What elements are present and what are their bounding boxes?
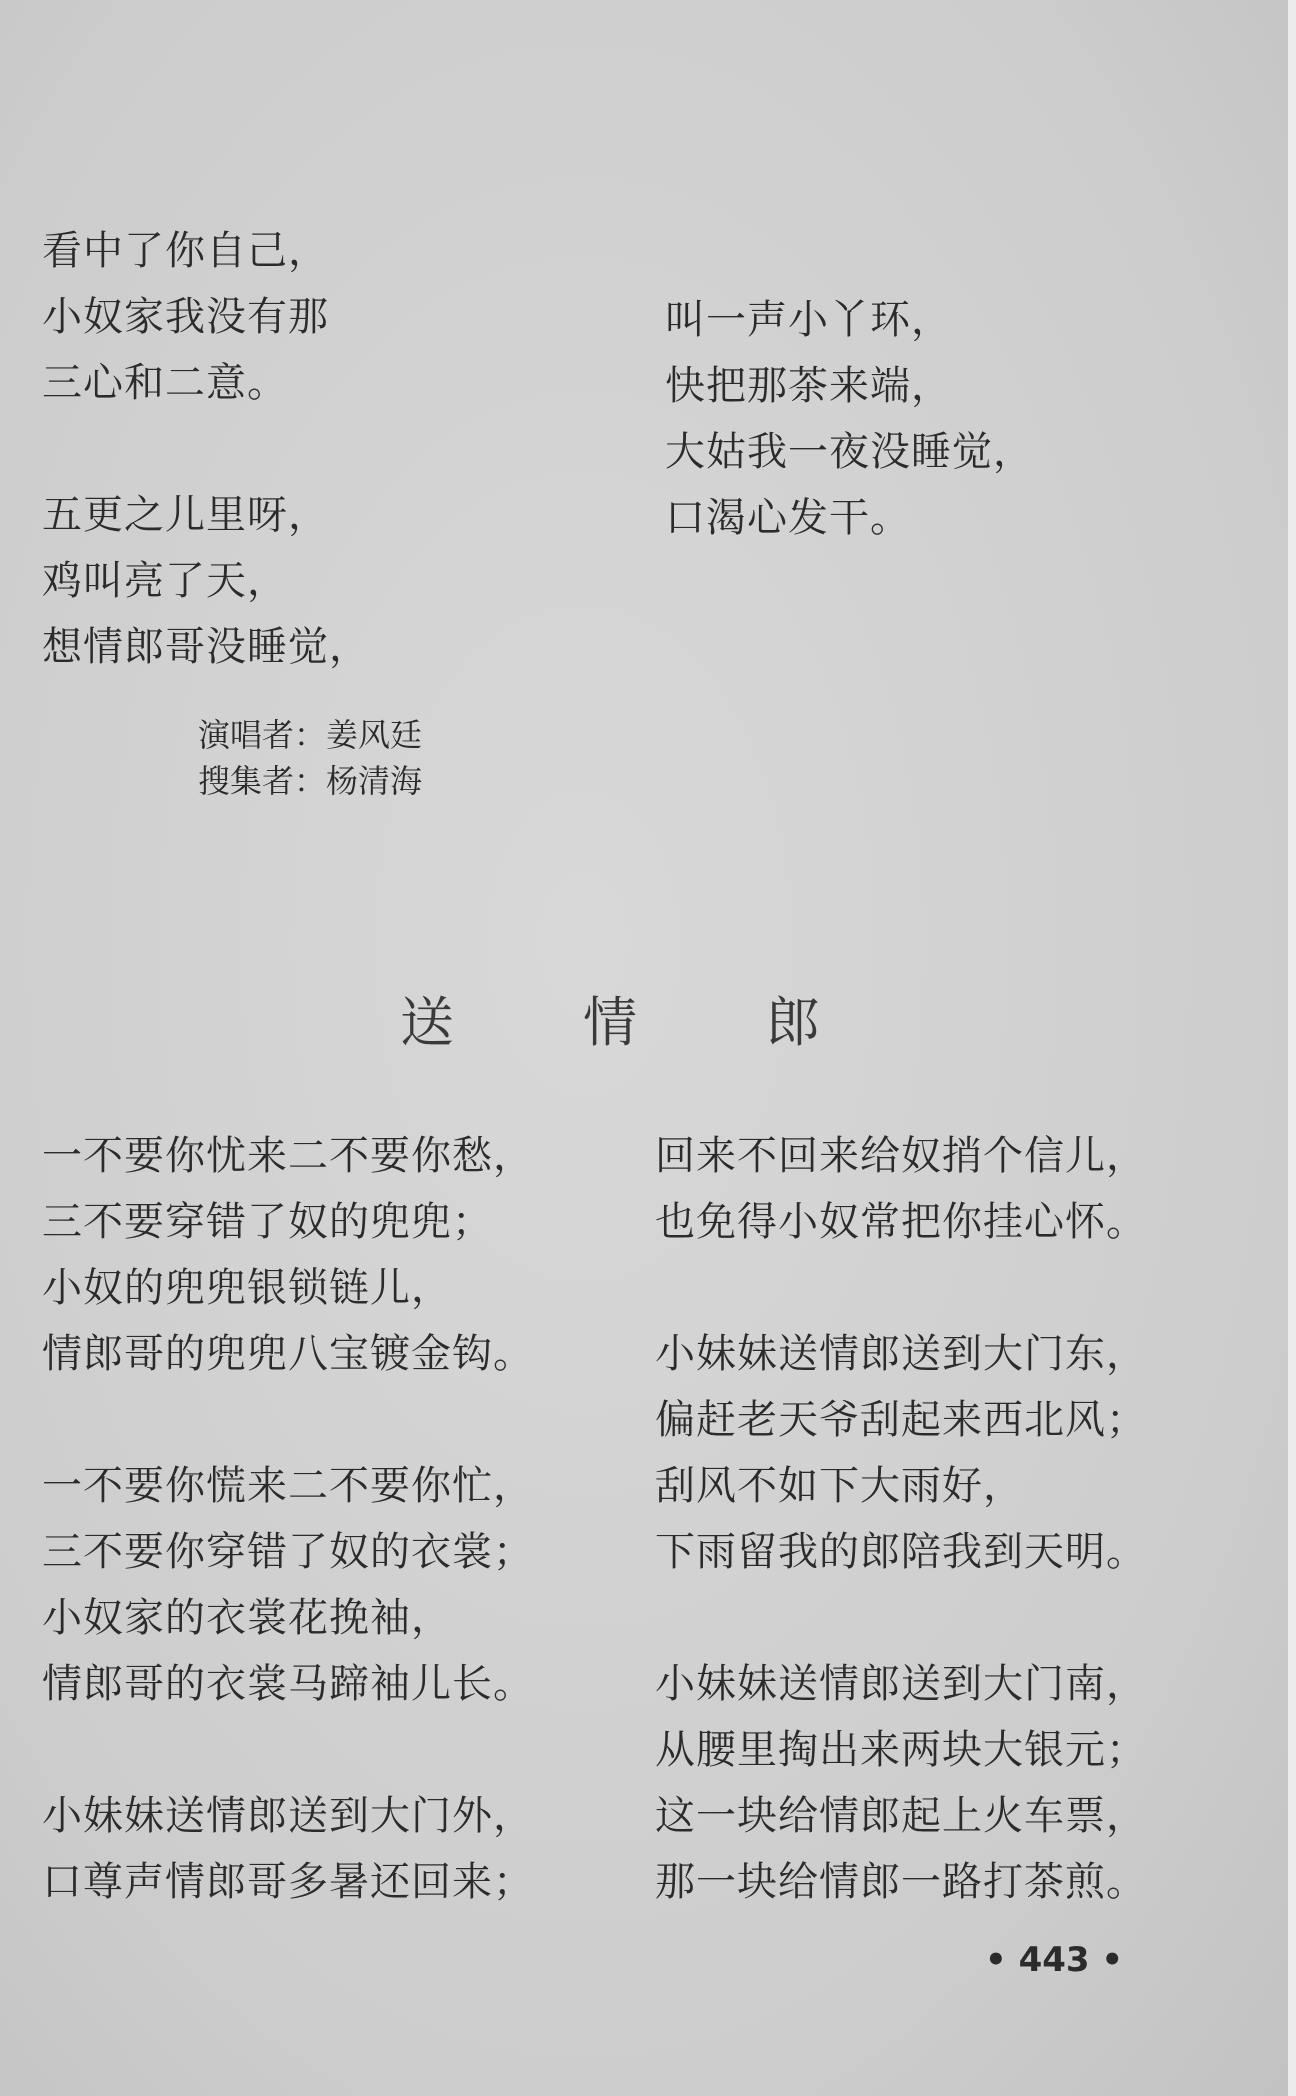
song-right-column: [655, 1123, 1147, 1915]
verse-line: 小妹妹送情郎送到大门南，: [655, 1661, 1147, 1707]
verse-line: 五更之儿里呀，: [42, 492, 329, 538]
verse-line: 也免得小奴常把你挂心怀。: [655, 1199, 1147, 1245]
verse-line: 这一块给情郎起上火车票，: [655, 1793, 1147, 1839]
verse-line: 小奴家我没有那: [42, 294, 329, 340]
verse-line: 口渴心发干。: [665, 495, 911, 541]
verse-line: 大姑我一夜没睡觉，: [665, 429, 1034, 475]
verse-line: 一不要你慌来二不要你忙，: [42, 1463, 534, 1509]
verse-line: 回来不回来给奴捎个信儿，: [655, 1133, 1147, 1179]
credits: [198, 712, 422, 804]
performer-credit: 演唱者：姜风廷: [198, 716, 423, 754]
verse-line: 情郎哥的衣裳马蹄袖儿长。: [42, 1661, 534, 1707]
page-number: • 443 •: [985, 1940, 1124, 1980]
verse-line: 从腰里掏出来两块大银元；: [655, 1727, 1147, 1773]
top-left-column: [42, 218, 370, 680]
verse-line: 口尊声情郎哥多暑还回来；: [42, 1859, 534, 1905]
verse-line: 偏赶老天爷刮起来西北风；: [655, 1397, 1147, 1443]
verse-line: 刮风不如下大雨好，: [655, 1463, 1024, 1509]
verse-line: 三不要你穿错了奴的衣裳；: [42, 1529, 534, 1575]
top-right-column: [665, 287, 1034, 551]
verse-line: 小奴家的衣裳花挽袖，: [42, 1595, 452, 1641]
verse-line: 三心和二意。: [42, 360, 288, 406]
verse-line: 那一块给情郎一路打茶煎。: [655, 1859, 1147, 1905]
title-char: 郎: [766, 991, 820, 1054]
song-left-column: [42, 1123, 534, 1915]
verse-line: 一不要你忧来二不要你愁，: [42, 1133, 534, 1179]
collector-credit: 搜集者：杨清海: [198, 762, 423, 800]
song-title: [400, 980, 820, 1057]
verse-line: 情郎哥的兜兜八宝镀金钩。: [42, 1331, 534, 1377]
verse-line: 下雨留我的郎陪我到天明。: [655, 1529, 1147, 1575]
verse-line: 小妹妹送情郎送到大门东，: [655, 1331, 1147, 1377]
verse-line: 鸡叫亮了天，: [42, 558, 288, 604]
verse-line: 三不要穿错了奴的兜兜；: [42, 1199, 493, 1245]
verse-line: 想情郎哥没睡觉，: [42, 624, 370, 670]
page-edge: [1288, 0, 1296, 2096]
verse-line: 小妹妹送情郎送到大门外，: [42, 1793, 534, 1839]
title-char: 送: [400, 991, 454, 1054]
title-char: 情: [583, 991, 637, 1054]
verse-line: 看中了你自己，: [42, 228, 329, 274]
verse-line: 快把那茶来端，: [665, 363, 952, 409]
verse-line: 叫一声小丫环，: [665, 297, 952, 343]
verse-line: 小奴的兜兜银锁链儿，: [42, 1265, 452, 1311]
